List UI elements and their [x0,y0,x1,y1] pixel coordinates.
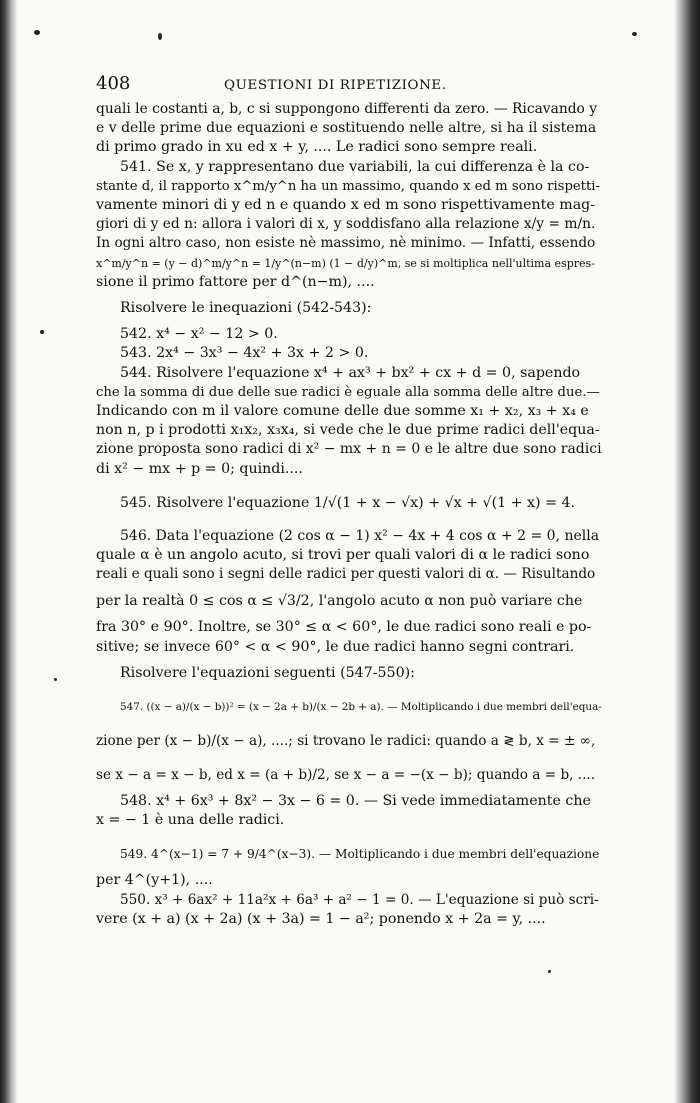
text-line: vere (x + a) (x + 2a) (x + 3a) = 1 − a²; ponendo x + 2a = y, .... [96,910,546,927]
text-line: zione proposta sono radici di x² − mx + n = 0 e le altre due sono radici [96,441,602,458]
running-header [96,74,602,98]
running-title: QUESTIONI DI RIPETIZIONE. [224,78,447,93]
formula-line: zione per (x − b)/(x − a), ....; si trovano le radici: quando a ≷ b, x = ± ∞, [96,733,596,750]
text-line: sione il primo fattore per d^(n−m), .... [96,273,375,290]
problem-543: 543. 2x⁴ − 3x³ − 4x² + 3x + 2 > 0. [120,345,369,362]
problem-547-line: 547. ((x − a)/(x − b))² = (x − 2a + b)/(x − 2b + a). — Moltiplicando i due membri dell'equa- [120,701,602,714]
text-line: giori di y ed n: allora i valori di x, y soddisfano alla relazione x/y = m/n. [96,216,596,233]
formula-line: x^m/y^n = (y − d)^m/y^n = 1/y^(n−m) (1 − d/y)^m, se si moltiplica nell'ultima espres- [96,256,595,270]
problem-542: 542. x⁴ − x² − 12 > 0. [120,326,278,343]
ink-speck [40,330,44,334]
problem-544-line: 544. Risolvere l'equazione x⁴ + ax³ + bx² + cx + d = 0, sapendo [120,364,581,381]
text-line: stante d, il rapporto x^m/y^n ha un massimo, quando x ed m sono rispetti- [96,178,600,194]
text-line: fra 30° e 90°. Inoltre, se 30° ≤ α < 60°, le due radici sono reali e po- [96,619,592,636]
section-instruction: Risolvere l'equazioni seguenti (547-550): [120,664,415,681]
formula-line: se x − a = x − b, ed x = (a + b)/2, se x − a = −(x − b); quando a = b, .... [96,767,596,784]
text-line: di x² − mx + p = 0; quindi.... [96,460,303,477]
text-line: di primo grado in xu ed x + y, .... Le radici sono sempre reali. [96,139,538,156]
text-line: e v delle prime due equazioni e sostituendo nelle altre, si ha il sistema [96,120,597,137]
problem-541-line: 541. Se x, y rappresentano due variabili, la cui differenza è la co- [120,158,590,175]
book-page [96,74,602,929]
text-line: reali e quali sono i segni delle radici per questi valori di α. — Risultando [96,566,596,583]
text-line: che la somma di due delle sue radici è eguale alla somma delle altre due.— [96,384,600,400]
text-line: x = − 1 è una delle radici. [96,812,285,829]
ink-speck [34,30,40,35]
problem-550-line: 550. x³ + 6ax² + 11a²x + 6a³ + a² − 1 = 0. — L'equazione si può scri- [120,891,599,908]
ink-speck [632,32,637,36]
ink-speck [54,678,57,681]
text-line: per 4^(y+1), .... [96,872,213,889]
problem-546-line: 546. Data l'equazione (2 cos α − 1) x² − 4x + 4 cos α + 2 = 0, nella [120,527,600,544]
text-line: Indicando con m il valore comune delle due somme x₁ + x₂, x₃ + x₄ e [96,403,589,420]
page-left-edge-shadow [0,0,18,1103]
page-number: 408 [96,73,131,94]
text-line: sitive; se invece 60° < α < 90°, le due radici hanno segni contrari. [96,638,575,655]
text-line: quali le costanti a, b, c si suppongono differenti da zero. — Ricavando y [96,101,598,117]
text-line: In ogni altro caso, non esiste nè massimo, nè minimo. — Infatti, essendo [96,235,596,252]
text-line: non n, p i prodotti x₁x₂, x₃x₄, si vede che le due prime radici dell'equa- [96,422,600,439]
problem-548-line: 548. x⁴ + 6x³ + 8x² − 3x − 6 = 0. — Si vede immediatamente che [120,793,591,810]
text-line: vamente minori di y ed n e quando x ed m sono rispettivamente mag- [96,197,596,214]
problem-549-line: 549. 4^(x−1) = 7 + 9/4^(x−3). — Moltiplicando i due membri dell'equazione [120,847,600,862]
page-right-edge-shadow [674,0,700,1103]
formula-line: per la realtà 0 ≤ cos α ≤ √3/2, l'angolo acuto α non può variare che [96,593,583,610]
ink-speck [548,970,551,973]
text-line: quale α è un angolo acuto, si trovi per quali valori di α le radici sono [96,547,590,564]
problem-545: 545. Risolvere l'equazione 1/√(1 + x − √x) + √x + √(1 + x) = 4. [120,494,576,511]
section-instruction: Risolvere le inequazioni (542-543): [120,300,372,317]
ink-speck [158,33,162,40]
